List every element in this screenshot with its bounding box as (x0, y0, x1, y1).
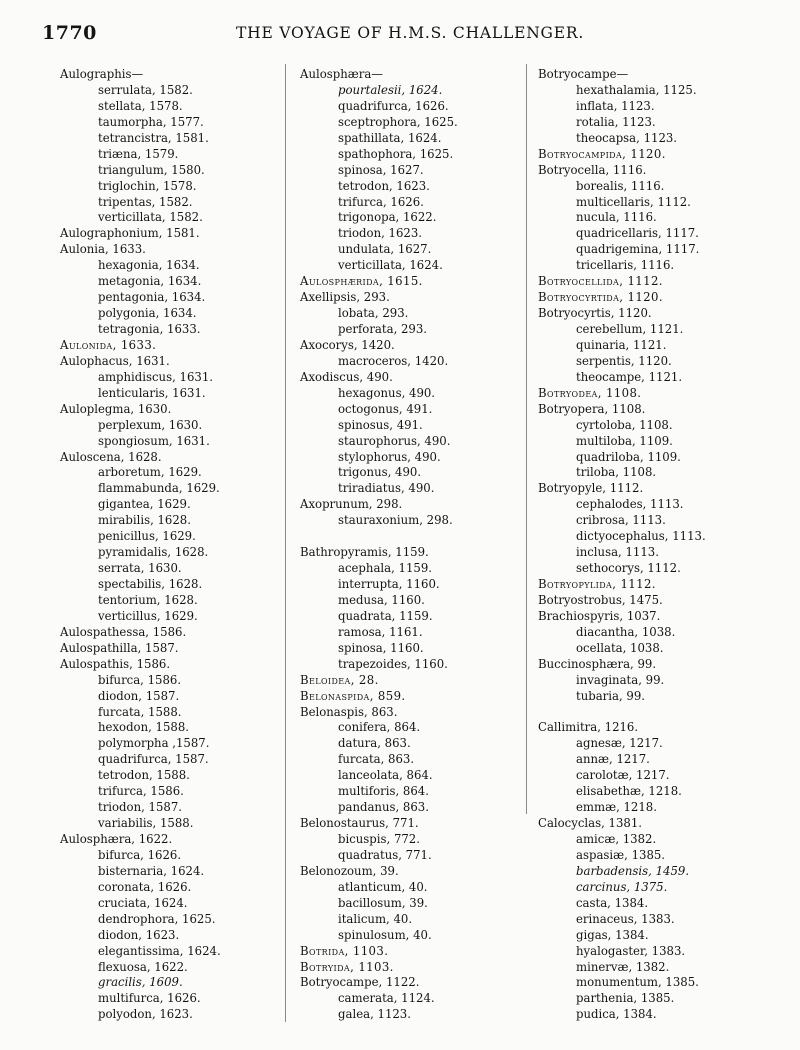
page-number: 1770 (42, 22, 97, 44)
index-subentry: gracilis, 1609. (98, 975, 183, 990)
index-subentry: furcata, 1588. (98, 704, 182, 719)
index-subentry: agnesæ, 1217. (576, 736, 663, 751)
index-subentry: quadricellaris, 1117. (576, 226, 699, 241)
index-subentry: mirabilis, 1628. (98, 513, 191, 528)
index-subentry: ocellata, 1038. (576, 640, 664, 655)
index-subentry: spinosa, 1627. (338, 162, 424, 177)
index-subentry: multifurca, 1626. (98, 991, 201, 1006)
index-subentry: rotalia, 1123. (576, 114, 656, 129)
index-subentry: borealis, 1116. (576, 178, 665, 193)
index-subentry: pandanus, 863. (338, 800, 429, 815)
index-entry: Axellipsis, 293. (300, 290, 390, 305)
index-subentry: tetrancistra, 1581. (98, 130, 209, 145)
index-subentry: aspasiæ, 1385. (576, 847, 666, 862)
index-entry: Botrida, 1103. (300, 943, 389, 958)
index-subentry: theocampe, 1121. (576, 369, 683, 384)
index-subentry: lanceolata, 864. (338, 768, 433, 783)
index-subentry: quadrifurca, 1587. (98, 752, 209, 767)
index-subentry: quadrifurca, 1626. (338, 98, 449, 113)
index-subentry: perplexum, 1630. (98, 417, 203, 432)
index-subentry: conifera, 864. (338, 720, 421, 735)
index-subentry: trifurca, 1626. (338, 194, 424, 209)
index-subentry: spathillata, 1624. (338, 130, 442, 145)
index-subentry: bifurca, 1586. (98, 672, 182, 687)
index-subentry: pyramidalis, 1628. (98, 545, 209, 560)
index-subentry: annæ, 1217. (576, 752, 650, 767)
index-subentry: cyrtoloba, 1108. (576, 417, 673, 432)
index-entry: Auloscena, 1628. (60, 449, 162, 464)
index-subentry: tricellaris, 1116. (576, 258, 675, 273)
index-subentry: lenticularis, 1631. (98, 385, 206, 400)
index-subentry: polygonia, 1634. (98, 306, 197, 321)
index-subentry: sceptrophora, 1625. (338, 114, 458, 129)
index-entry: Aulospathessa, 1586. (60, 624, 187, 639)
index-subentry: bisternaria, 1624. (98, 863, 205, 878)
index-entry: Botryocellida, 1112. (538, 274, 663, 289)
index-subentry: lobata, 293. (338, 306, 409, 321)
index-subentry: diodon, 1623. (98, 927, 180, 942)
index-subentry: spongiosum, 1631. (98, 433, 210, 448)
index-subentry: polyodon, 1623. (98, 1007, 193, 1022)
index-subentry: undulata, 1627. (338, 242, 432, 257)
index-subentry: triloba, 1108. (576, 465, 657, 480)
index-subentry: trapezoides, 1160. (338, 656, 448, 671)
index-subentry: triodon, 1587. (98, 800, 182, 815)
index-subentry: metagonia, 1634. (98, 274, 202, 289)
index-subentry: cerebellum, 1121. (576, 322, 684, 336)
index-subentry: cephalodes, 1113. (576, 497, 684, 512)
index-subentry: multicellaris, 1112. (576, 194, 691, 209)
index-subentry: carolotæ, 1217. (576, 768, 670, 783)
index-subentry: flammabunda, 1629. (98, 481, 220, 496)
index-subentry: ramosa, 1161. (338, 624, 423, 639)
index-subentry: tentorium, 1628. (98, 592, 198, 607)
index-entry: Botryida, 1103. (300, 959, 394, 974)
index-entry: Calocyclas, 1381. (538, 816, 642, 831)
index-subentry: erinaceus, 1383. (576, 911, 675, 926)
index-column-2 (300, 67, 520, 1023)
index-subentry: cruciata, 1624. (98, 895, 188, 910)
index-subentry: trigonopa, 1622. (338, 210, 437, 225)
index-subentry: pourtalesii, 1624. (338, 82, 443, 97)
index-subentry: monumentum, 1385. (576, 975, 699, 990)
index-entry: Callimitra, 1216. (538, 720, 639, 735)
index-subentry: diacantha, 1038. (576, 624, 676, 639)
index-subentry: acephala, 1159. (338, 561, 433, 576)
index-subentry: octogonus, 491. (338, 401, 433, 416)
index-subentry: serpentis, 1120. (576, 353, 672, 368)
index-entry: Botryocyrtida, 1120. (538, 290, 663, 305)
index-entry: Botryopyle, 1112. (538, 481, 644, 496)
index-entry: Aulosphæra— (300, 67, 383, 81)
index-subentry: furcata, 863. (338, 752, 415, 767)
index-entry: Botryostrobus, 1475. (538, 592, 663, 607)
index-subentry: hexagonus, 490. (338, 385, 436, 400)
index-entry: Botryopera, 1108. (538, 401, 646, 416)
index-subentry: gigas, 1384. (576, 927, 649, 942)
index-subentry: multiforis, 864. (338, 784, 429, 799)
index-subentry: tetragonia, 1633. (98, 322, 201, 336)
index-entry: Buccinosphæra, 99. (538, 656, 657, 671)
index-subentry: atlanticum, 40. (338, 879, 428, 894)
index-subentry: amphidiscus, 1631. (98, 369, 213, 384)
index-entry: Aulospathis, 1586. (60, 656, 171, 671)
column-rule (526, 64, 527, 814)
index-subentry: pudica, 1384. (576, 1007, 657, 1022)
index-subentry: galea, 1123. (338, 1007, 411, 1022)
index-entry: Botryocyrtis, 1120. (538, 306, 652, 321)
index-subentry: triradiatus, 490. (338, 481, 435, 496)
index-subentry: triangulum, 1580. (98, 162, 205, 177)
index-entry: Axodiscus, 490. (300, 369, 393, 384)
index-subentry: bicuspis, 772. (338, 832, 420, 846)
index-subentry: quadratus, 771. (338, 847, 432, 862)
index-subentry: arboretum, 1629. (98, 465, 202, 480)
index-entry: Botryocampida, 1120. (538, 146, 666, 161)
index-entry: Botryocella, 1116. (538, 162, 647, 177)
index-subentry: pentagonia, 1634. (98, 290, 206, 305)
index-subentry: serrata, 1630. (98, 561, 182, 576)
index-entry: Axoprunum, 298. (300, 497, 403, 512)
index-entry: Aulospathilla, 1587. (60, 640, 179, 655)
index-subentry: medusa, 1160. (338, 592, 425, 607)
index-subentry: stylophorus, 490. (338, 449, 441, 464)
index-subentry: spinosus, 491. (338, 417, 423, 432)
index-subentry: diodon, 1587. (98, 688, 180, 703)
index-subentry: elegantissima, 1624. (98, 943, 221, 958)
index-subentry: verticillata, 1624. (338, 258, 443, 273)
index-subentry: trifurca, 1586. (98, 784, 184, 799)
index-entry: Botryocampe, 1122. (300, 975, 420, 990)
index-subentry: minervæ, 1382. (576, 959, 670, 974)
index-subentry: dictyocephalus, 1113. (576, 529, 706, 544)
index-entry: Aulosphærida, 1615. (300, 274, 423, 289)
index-subentry: hyalogaster, 1383. (576, 943, 686, 958)
index-subentry: verticillata, 1582. (98, 210, 203, 225)
index-entry: Belonaspida, 859. (300, 688, 406, 703)
index-entry: Botryodea, 1108. (538, 385, 642, 400)
index-subentry: bifurca, 1626. (98, 847, 182, 862)
index-subentry: flexuosa, 1622. (98, 959, 188, 974)
index-subentry: quinaria, 1121. (576, 337, 667, 352)
index-subentry: trigonus, 490. (338, 465, 422, 480)
index-subentry: tetrodon, 1588. (98, 768, 190, 783)
index-subentry: coronata, 1626. (98, 879, 192, 894)
index-subentry: tripentas, 1582. (98, 194, 193, 209)
running-title: THE VOYAGE OF H.M.S. CHALLENGER. (236, 24, 585, 42)
index-subentry: triæna, 1579. (98, 146, 179, 161)
index-subentry: stauraxonium, 298. (338, 513, 453, 528)
index-subentry: quadrata, 1159. (338, 608, 433, 623)
index-subentry: italicum, 40. (338, 911, 413, 926)
index-subentry: emmæ, 1218. (576, 800, 657, 815)
index-subentry: tetrodon, 1623. (338, 178, 430, 193)
index-subentry: inclusa, 1113. (576, 545, 659, 560)
index-subentry: serrulata, 1582. (98, 82, 193, 97)
index-subentry: interrupta, 1160. (338, 577, 440, 591)
index-subentry: dendrophora, 1625. (98, 911, 216, 926)
index-subentry: sethocorys, 1112. (576, 561, 681, 576)
index-subentry: datura, 863. (338, 736, 411, 751)
section-gap (538, 705, 783, 721)
index-subentry: nucula, 1116. (576, 210, 657, 225)
index-entry: Aulosphæra, 1622. (60, 832, 173, 846)
index-subentry: theocapsa, 1123. (576, 130, 678, 145)
index-subentry: multiloba, 1109. (576, 433, 673, 448)
index-entry: Axocorys, 1420. (300, 337, 395, 352)
index-entry: Aulographis— (60, 67, 144, 81)
index-subentry: perforata, 293. (338, 322, 428, 336)
index-entry: Aulonia, 1633. (60, 242, 146, 257)
index-subentry: triodon, 1623. (338, 226, 422, 241)
index-subentry: spinosa, 1160. (338, 640, 424, 655)
index-entry: Botryocampe— (538, 67, 629, 81)
index-subentry: penicillus, 1629. (98, 529, 196, 544)
index-subentry: polymorpha ,1587. (98, 736, 210, 751)
index-entry: Brachiospyris, 1037. (538, 608, 661, 623)
index-subentry: hexagonia, 1634. (98, 258, 200, 273)
index-column-3 (538, 67, 783, 1023)
index-subentry: gigantea, 1629. (98, 497, 191, 512)
index-subentry: camerata, 1124. (338, 991, 435, 1006)
index-subentry: bacillosum, 39. (338, 895, 428, 910)
index-subentry: inflata, 1123. (576, 98, 655, 113)
index-subentry: variabilis, 1588. (98, 816, 194, 831)
index-entry: Belonaspis, 863. (300, 704, 398, 719)
index-entry: Auloplegma, 1630. (60, 401, 172, 416)
index-entry: Bathropyramis, 1159. (300, 545, 429, 560)
index-entry: Aulophacus, 1631. (60, 353, 170, 368)
index-subentry: cribrosa, 1113. (576, 513, 666, 528)
index-subentry: barbadensis, 1459. (576, 863, 690, 878)
index-subentry: macroceros, 1420. (338, 353, 449, 368)
index-subentry: spathophora, 1625. (338, 146, 454, 161)
index-entry: Aulographonium, 1581. (60, 226, 200, 241)
index-subentry: carcinus, 1375. (576, 879, 668, 894)
index-entry: Belonozoum, 39. (300, 863, 399, 878)
index-column-1 (60, 67, 270, 1023)
index-subentry: staurophorus, 490. (338, 433, 451, 448)
index-subentry: stellata, 1578. (98, 98, 183, 113)
index-entry: Beloidea, 28. (300, 672, 379, 687)
index-subentry: verticillus, 1629. (98, 608, 198, 623)
index-entry: Aulonida, 1633. (60, 337, 157, 352)
index-subentry: elisabethæ, 1218. (576, 784, 682, 799)
index-subentry: tubaria, 99. (576, 688, 645, 703)
index-subentry: amicæ, 1382. (576, 832, 657, 846)
index-subentry: hexodon, 1588. (98, 720, 190, 735)
index-subentry: invaginata, 99. (576, 672, 665, 687)
index-subentry: quadriloba, 1109. (576, 449, 681, 464)
index-subentry: hexathalamia, 1125. (576, 82, 697, 97)
column-rule (285, 64, 286, 1022)
section-gap (300, 529, 520, 545)
index-entry: Botryopylida, 1112. (538, 577, 656, 591)
index-subentry: casta, 1384. (576, 895, 649, 910)
index-subentry: quadrigemina, 1117. (576, 242, 700, 257)
index-subentry: spinulosum, 40. (338, 927, 432, 942)
index-subentry: parthenia, 1385. (576, 991, 675, 1006)
index-entry: Belonostaurus, 771. (300, 816, 419, 831)
index-subentry: triglochin, 1578. (98, 178, 197, 193)
index-subentry: taumorpha, 1577. (98, 114, 204, 129)
index-subentry: spectabilis, 1628. (98, 577, 203, 591)
